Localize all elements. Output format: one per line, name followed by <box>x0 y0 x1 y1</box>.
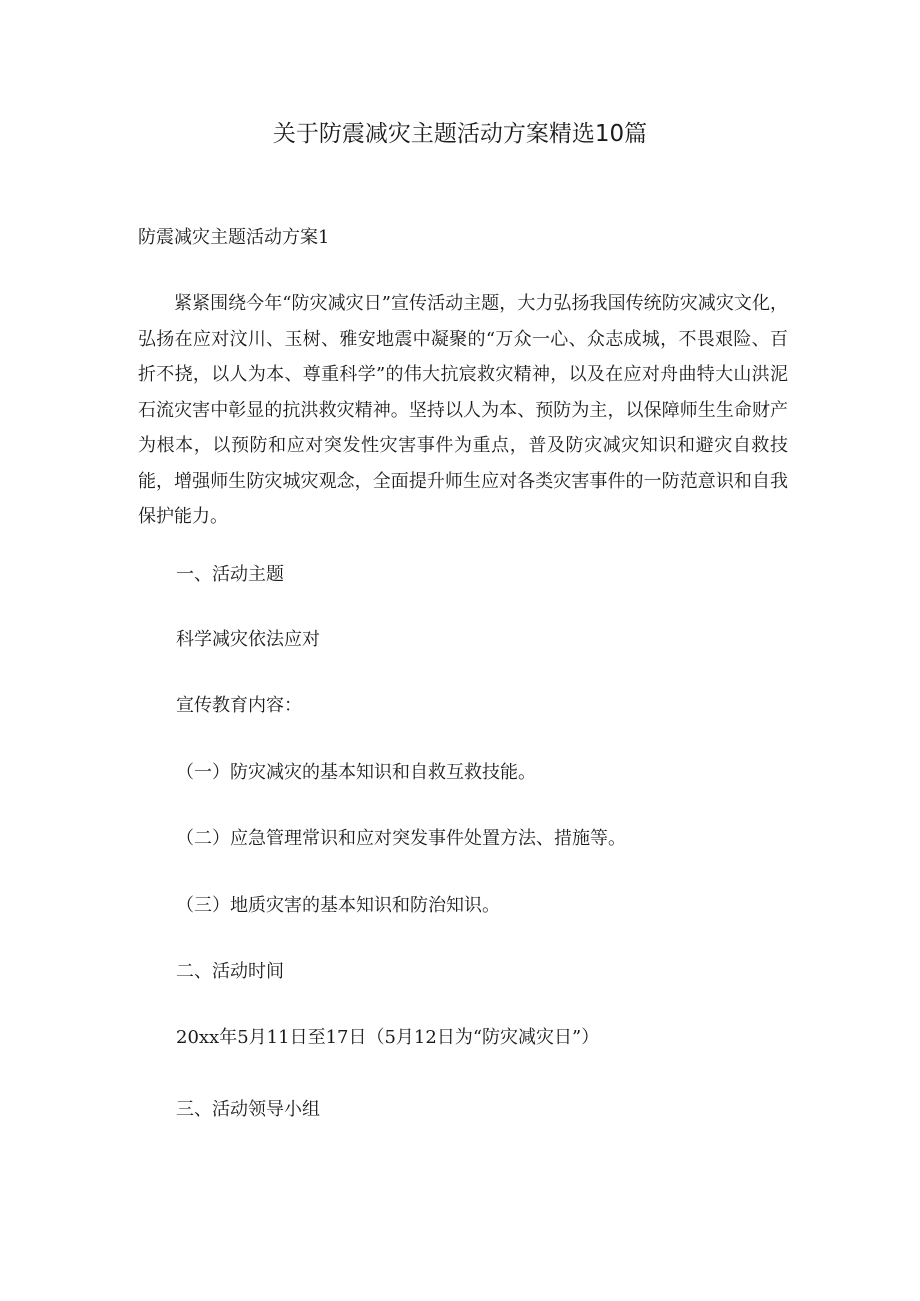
document-title: 关于防震减灾主题活动方案精选10篇 <box>272 121 648 147</box>
activity-theme-text: 科学减灾依法应对 <box>176 629 320 650</box>
education-content-label: 宣传教育内容： <box>176 695 302 716</box>
heading-leadership-group: 三、活动领导小组 <box>176 1099 320 1120</box>
section-heading: 防震减灾主题活动方案1 <box>138 227 330 248</box>
activity-time-text: 20xx年5月11日至17日（5月12日为“防灾减灾日”） <box>176 1027 600 1048</box>
heading-activity-theme: 一、活动主题 <box>176 564 284 585</box>
content-item-3: （三）地质灾害的基本知识和防治知识。 <box>176 895 500 916</box>
intro-paragraph: 紧紧围绕今年“防灾减灾日”宣传活动主题，大力弘扬我国传统防灾减灾文化，弘扬在应对汶川、玉树、雅安地震中凝聚的“万众一心、众志成城，不畏艰险、百折不挠，以人为本、尊重科学”的伟大抗宸救灾精神，以及在应对舟曲特大山洪泥石流灾害中彰显的抗洪救灾精神。坚持以人为本、预防为主，以保障师生生命财产为根本，以预防和应对突发性灾害事件为重点，普及防灾减灾知识和避灾自救技能，增强师生防灾城灾观念，全面提升师生应对各类灾害事件的一防范意识和自我保护能力。 <box>138 293 788 527</box>
content-item-2: （二）应急管理常识和应对突发事件处置方法、措施等。 <box>176 828 626 849</box>
content-item-1: （一）防灾减灾的基本知识和自救互救技能。 <box>176 762 536 783</box>
heading-activity-time: 二、活动时间 <box>176 961 284 982</box>
